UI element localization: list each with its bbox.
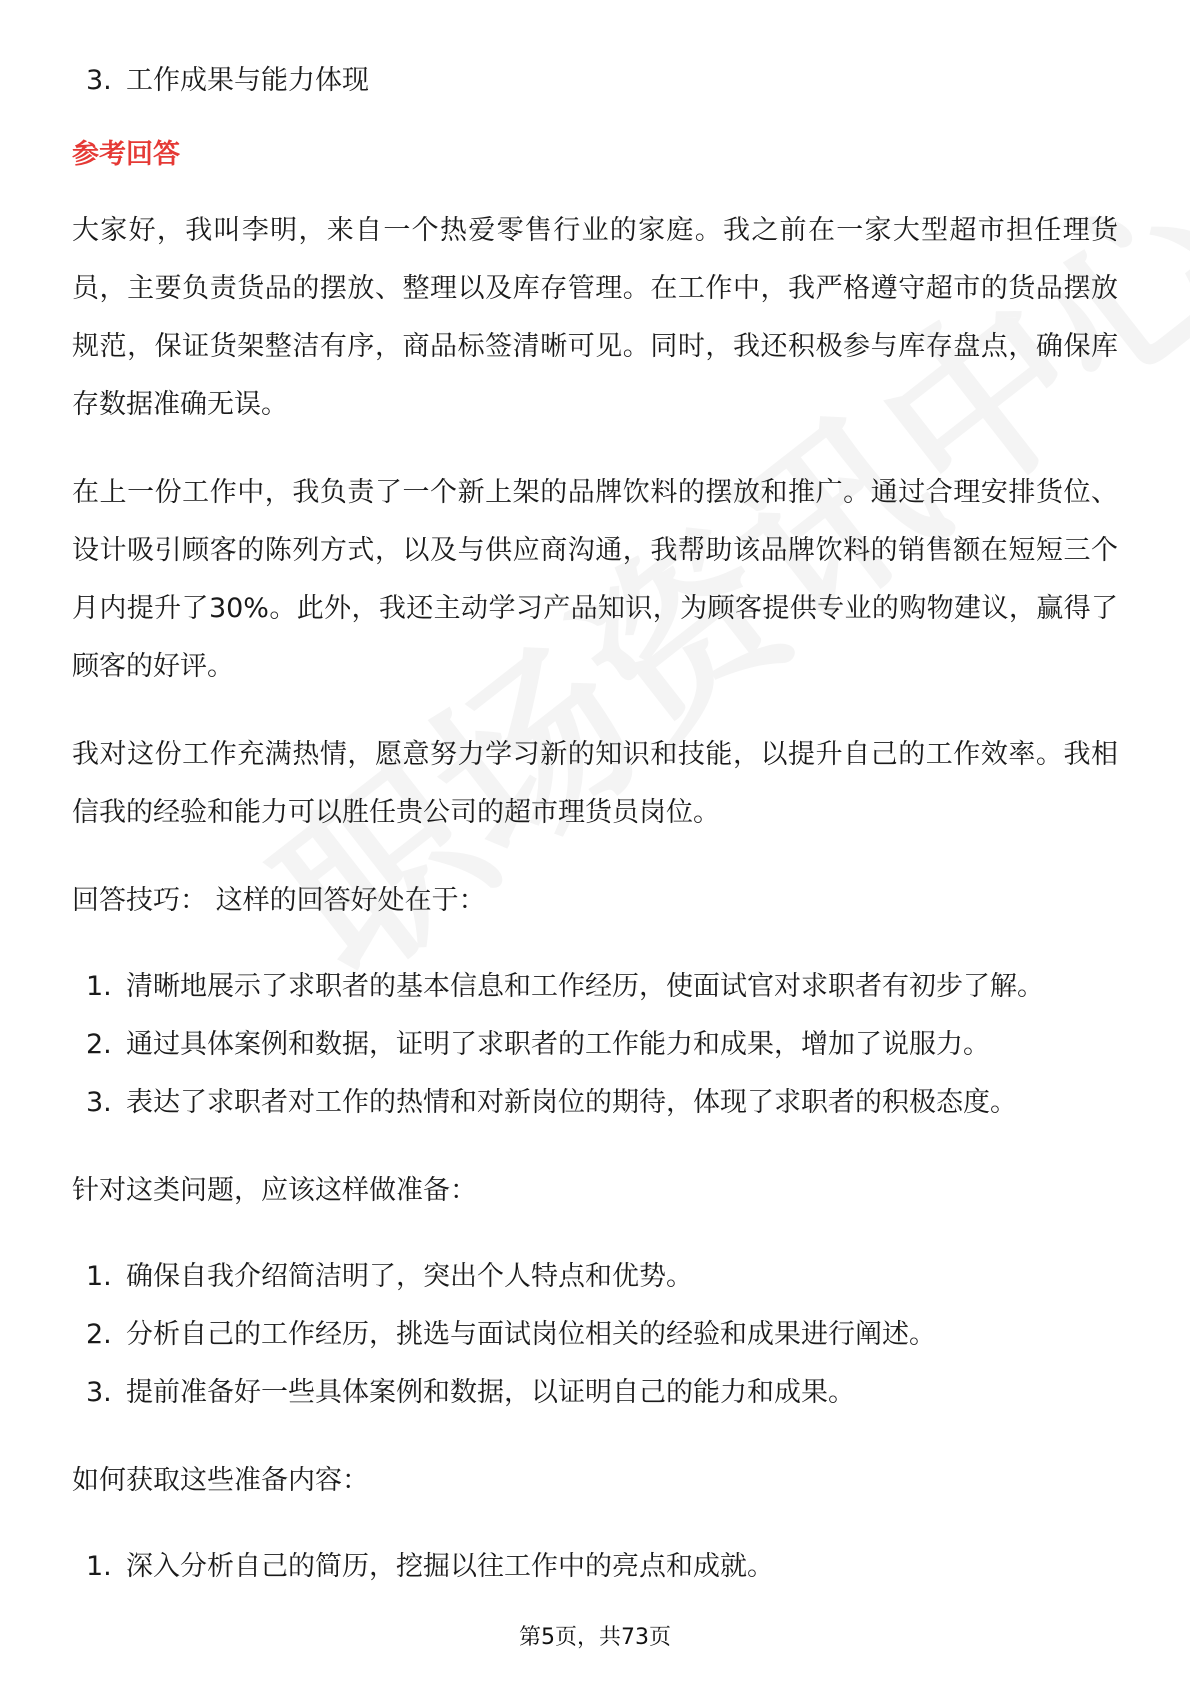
- list-item-text: 提前准备好一些具体案例和数据，以证明自己的能力和成果。: [126, 1377, 855, 1408]
- list-item-number: 1.: [86, 1261, 112, 1292]
- obtain-heading: 如何获取这些准备内容：: [72, 1465, 369, 1496]
- tips-list: [72, 958, 1118, 1132]
- answer-paragraph-1: 大家好，我叫李明，来自一个热爱零售行业的家庭。我之前在一家大型超市担任理货员，主要负责货品的摆放、整理以及库存管理。在工作中，我严格遵守超市的货品摆放规范，保证货架整洁有序，商品标签清晰可见。同时，我还积极参与库存盘点，确保库存数据准确无误。: [72, 215, 1118, 420]
- list-item-text: 深入分析自己的简历，挖掘以往工作中的亮点和成就。: [126, 1551, 774, 1582]
- list-item-number: 3.: [86, 65, 112, 96]
- list-item: [72, 1306, 1118, 1364]
- list-item: [72, 1074, 1118, 1132]
- list-item-number: 1.: [86, 971, 112, 1002]
- list-item: [72, 1016, 1118, 1074]
- page-number-footer: 第5页，共73页: [519, 1625, 671, 1650]
- list-item: [72, 52, 1118, 110]
- list-item-number: 3.: [86, 1377, 112, 1408]
- list-item: [72, 1248, 1118, 1306]
- tips-heading: 回答技巧： 这样的回答好处在于：: [72, 885, 486, 916]
- answer-heading: 参考回答: [72, 139, 180, 170]
- list-item-text: 分析自己的工作经历，挑选与面试岗位相关的经验和成果进行阐述。: [126, 1319, 936, 1350]
- answer-paragraph-3: 我对这份工作充满热情，愿意努力学习新的知识和技能，以提升自己的工作效率。我相信我的经验和能力可以胜任贵公司的超市理货员岗位。: [72, 739, 1118, 828]
- list-item-number: 2.: [86, 1319, 112, 1350]
- list-item-text: 清晰地展示了求职者的基本信息和工作经历，使面试官对求职者有初步了解。: [126, 971, 1044, 1002]
- page-content: [72, 52, 1118, 1596]
- obtain-list: [72, 1538, 1118, 1596]
- list-item-number: 2.: [86, 1029, 112, 1060]
- prep-list: [72, 1248, 1118, 1422]
- prep-heading: 针对这类问题，应该这样做准备：: [72, 1175, 477, 1206]
- list-item-text: 通过具体案例和数据，证明了求职者的工作能力和成果，增加了说服力。: [126, 1029, 990, 1060]
- list-item: [72, 1538, 1118, 1596]
- list-item-text: 表达了求职者对工作的热情和对新岗位的期待，体现了求职者的积极态度。: [126, 1087, 1017, 1118]
- list-item-number: 3.: [86, 1087, 112, 1118]
- list-item-text: 确保自我介绍简洁明了，突出个人特点和优势。: [126, 1261, 693, 1292]
- list-item-number: 1.: [86, 1551, 112, 1582]
- answer-paragraph-2: 在上一份工作中，我负责了一个新上架的品牌饮料的摆放和推广。通过合理安排货位、设计吸引顾客的陈列方式，以及与供应商沟通，我帮助该品牌饮料的销售额在短短三个月内提升了30%。此外，我还主动学习产品知识，为顾客提供专业的购物建议，赢得了顾客的好评。: [72, 477, 1118, 682]
- list-item-text: 工作成果与能力体现: [126, 65, 369, 96]
- intro-list: [72, 52, 1118, 110]
- list-item: [72, 1364, 1118, 1422]
- list-item: [72, 958, 1118, 1016]
